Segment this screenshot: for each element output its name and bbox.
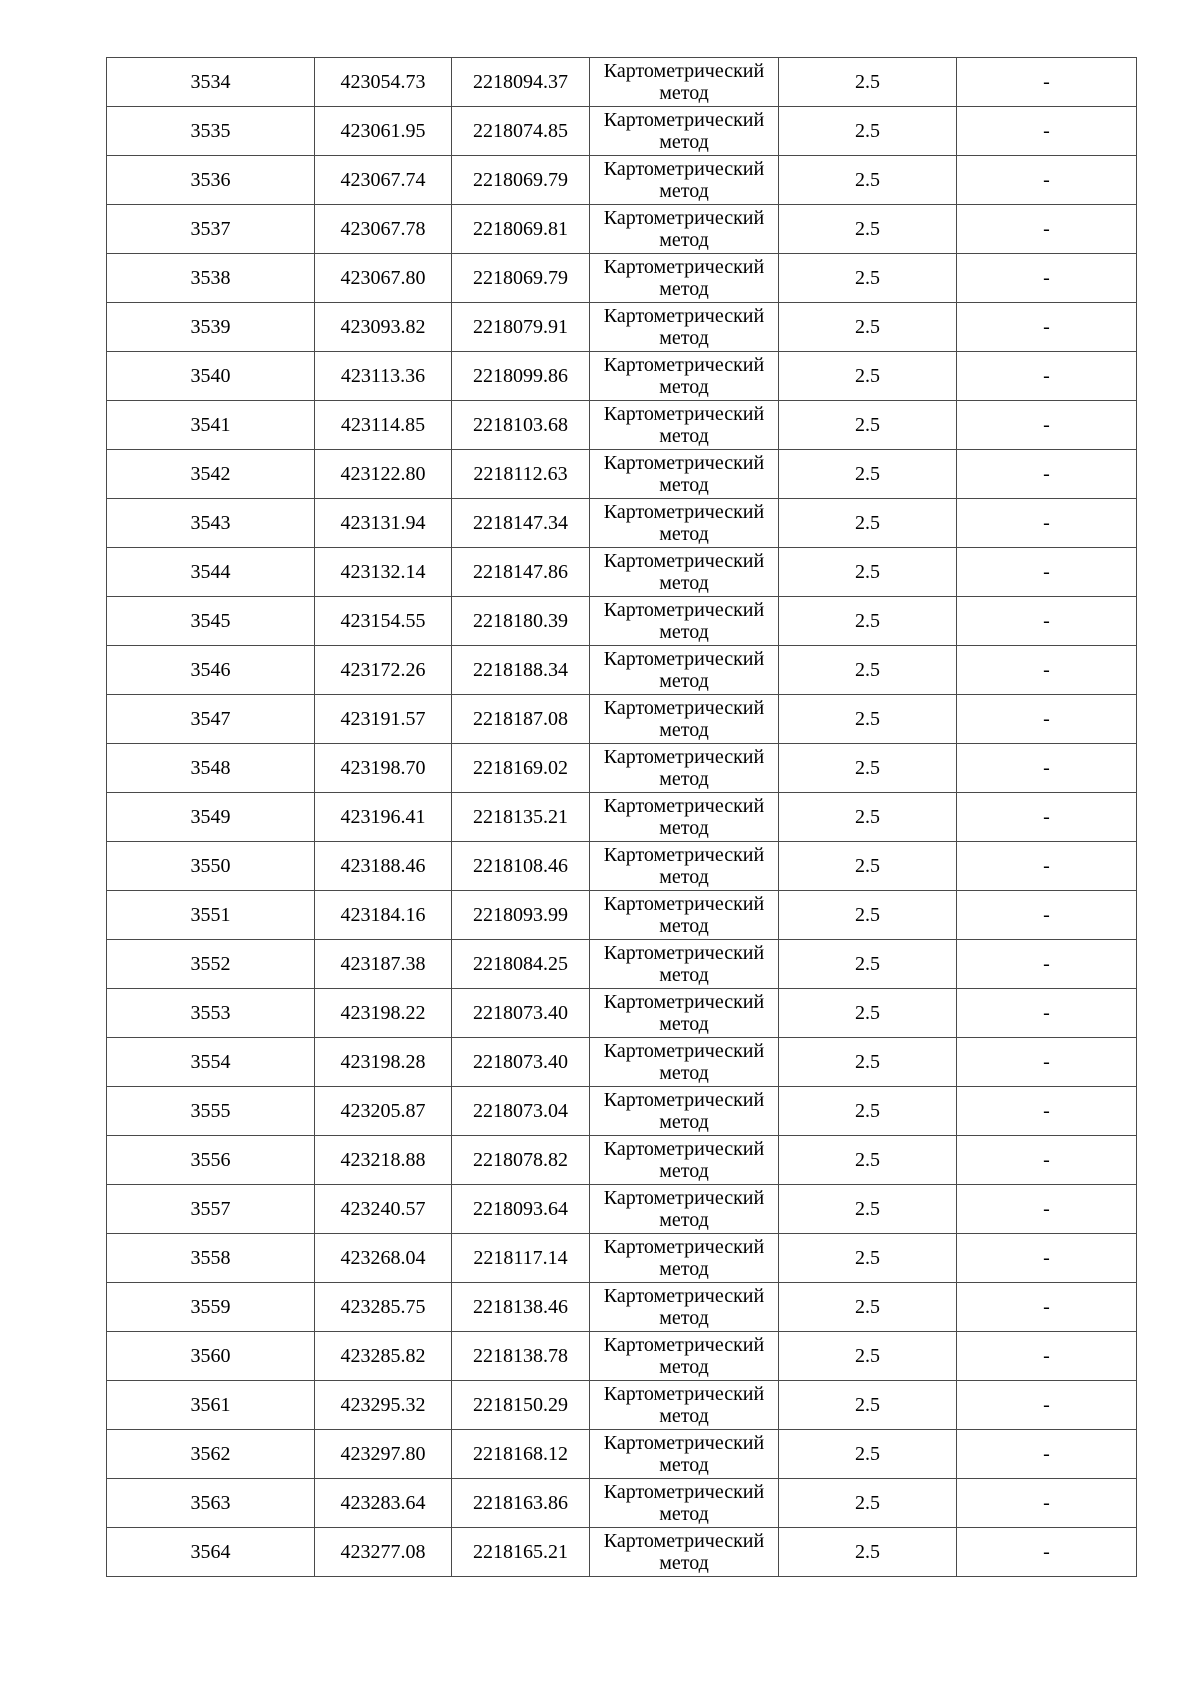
x-coordinate-cell: 423188.46 [315, 842, 452, 891]
method-cell [590, 1479, 779, 1528]
accuracy-cell: 2.5 [779, 989, 957, 1038]
table-row [107, 401, 1137, 450]
method-line-2: метод [659, 1307, 709, 1329]
method-cell [590, 842, 779, 891]
x-coordinate-cell: 423122.80 [315, 450, 452, 499]
method-cell [590, 1332, 779, 1381]
y-coordinate-cell: 2218069.81 [452, 205, 590, 254]
method-line-2: метод [659, 131, 709, 153]
method-line-1: Картометрический [603, 697, 765, 719]
x-coordinate-cell: 423283.64 [315, 1479, 452, 1528]
note-cell: - [957, 1381, 1137, 1430]
note-cell: - [957, 58, 1137, 107]
y-coordinate-cell: 2218069.79 [452, 254, 590, 303]
method-line-2: метод [659, 621, 709, 643]
x-coordinate-cell: 423067.74 [315, 156, 452, 205]
accuracy-cell: 2.5 [779, 1381, 957, 1430]
method-cell [590, 646, 779, 695]
point-number-cell: 3555 [107, 1087, 315, 1136]
table-row [107, 450, 1137, 499]
coordinates-table [106, 57, 1137, 1577]
method-line-1: Картометрический [603, 109, 765, 131]
method-cell [590, 695, 779, 744]
accuracy-cell: 2.5 [779, 401, 957, 450]
x-coordinate-cell: 423297.80 [315, 1430, 452, 1479]
point-number-cell: 3535 [107, 107, 315, 156]
table-row [107, 940, 1137, 989]
table-row [107, 1283, 1137, 1332]
point-number-cell: 3551 [107, 891, 315, 940]
method-line-2: метод [659, 1209, 709, 1231]
note-cell: - [957, 793, 1137, 842]
accuracy-cell: 2.5 [779, 597, 957, 646]
method-cell [590, 1087, 779, 1136]
table-row [107, 1087, 1137, 1136]
method-line-1: Картометрический [603, 1187, 765, 1209]
table-row [107, 107, 1137, 156]
method-line-1: Картометрический [603, 207, 765, 229]
method-line-1: Картометрический [603, 942, 765, 964]
method-line-2: метод [659, 229, 709, 251]
x-coordinate-cell: 423131.94 [315, 499, 452, 548]
method-cell [590, 156, 779, 205]
point-number-cell: 3547 [107, 695, 315, 744]
point-number-cell: 3539 [107, 303, 315, 352]
method-line-1: Картометрический [603, 599, 765, 621]
method-line-1: Картометрический [603, 403, 765, 425]
note-cell: - [957, 597, 1137, 646]
accuracy-cell: 2.5 [779, 1479, 957, 1528]
method-line-2: метод [659, 915, 709, 937]
x-coordinate-cell: 423067.80 [315, 254, 452, 303]
method-line-2: метод [659, 1160, 709, 1182]
y-coordinate-cell: 2218103.68 [452, 401, 590, 450]
note-cell: - [957, 940, 1137, 989]
method-cell [590, 793, 779, 842]
table-row [107, 1479, 1137, 1528]
x-coordinate-cell: 423191.57 [315, 695, 452, 744]
table-row [107, 891, 1137, 940]
accuracy-cell: 2.5 [779, 1087, 957, 1136]
note-cell: - [957, 1479, 1137, 1528]
note-cell: - [957, 842, 1137, 891]
accuracy-cell: 2.5 [779, 695, 957, 744]
y-coordinate-cell: 2218094.37 [452, 58, 590, 107]
point-number-cell: 3546 [107, 646, 315, 695]
method-line-1: Картометрический [603, 1236, 765, 1258]
table-row [107, 744, 1137, 793]
accuracy-cell: 2.5 [779, 940, 957, 989]
method-line-2: метод [659, 817, 709, 839]
table-row [107, 1381, 1137, 1430]
method-line-2: метод [659, 278, 709, 300]
table-row [107, 1038, 1137, 1087]
y-coordinate-cell: 2218093.99 [452, 891, 590, 940]
accuracy-cell: 2.5 [779, 352, 957, 401]
point-number-cell: 3564 [107, 1528, 315, 1577]
accuracy-cell: 2.5 [779, 156, 957, 205]
note-cell: - [957, 499, 1137, 548]
point-number-cell: 3560 [107, 1332, 315, 1381]
note-cell: - [957, 891, 1137, 940]
method-line-2: метод [659, 1552, 709, 1574]
table-row [107, 1136, 1137, 1185]
method-cell [590, 1038, 779, 1087]
method-line-2: метод [659, 1013, 709, 1035]
note-cell: - [957, 1430, 1137, 1479]
method-cell [590, 597, 779, 646]
accuracy-cell: 2.5 [779, 499, 957, 548]
method-line-1: Картометрический [603, 1089, 765, 1111]
x-coordinate-cell: 423172.26 [315, 646, 452, 695]
x-coordinate-cell: 423114.85 [315, 401, 452, 450]
method-line-2: метод [659, 474, 709, 496]
y-coordinate-cell: 2218069.79 [452, 156, 590, 205]
note-cell: - [957, 1087, 1137, 1136]
method-line-2: метод [659, 1258, 709, 1280]
method-line-2: метод [659, 866, 709, 888]
x-coordinate-cell: 423240.57 [315, 1185, 452, 1234]
y-coordinate-cell: 2218117.14 [452, 1234, 590, 1283]
method-line-2: метод [659, 425, 709, 447]
table-row [107, 205, 1137, 254]
point-number-cell: 3536 [107, 156, 315, 205]
table-row [107, 499, 1137, 548]
y-coordinate-cell: 2218135.21 [452, 793, 590, 842]
accuracy-cell: 2.5 [779, 1234, 957, 1283]
method-line-1: Картометрический [603, 648, 765, 670]
method-line-2: метод [659, 180, 709, 202]
y-coordinate-cell: 2218169.02 [452, 744, 590, 793]
point-number-cell: 3540 [107, 352, 315, 401]
table-row [107, 58, 1137, 107]
x-coordinate-cell: 423218.88 [315, 1136, 452, 1185]
method-line-1: Картометрический [603, 893, 765, 915]
note-cell: - [957, 646, 1137, 695]
point-number-cell: 3537 [107, 205, 315, 254]
method-line-1: Картометрический [603, 991, 765, 1013]
y-coordinate-cell: 2218147.34 [452, 499, 590, 548]
x-coordinate-cell: 423198.22 [315, 989, 452, 1038]
method-line-2: метод [659, 1405, 709, 1427]
method-cell [590, 1528, 779, 1577]
method-line-1: Картометрический [603, 1040, 765, 1062]
x-coordinate-cell: 423285.75 [315, 1283, 452, 1332]
method-line-1: Картометрический [603, 501, 765, 523]
table-row [107, 1528, 1137, 1577]
accuracy-cell: 2.5 [779, 58, 957, 107]
point-number-cell: 3562 [107, 1430, 315, 1479]
method-cell [590, 107, 779, 156]
note-cell: - [957, 1038, 1137, 1087]
accuracy-cell: 2.5 [779, 744, 957, 793]
y-coordinate-cell: 2218079.91 [452, 303, 590, 352]
method-line-2: метод [659, 964, 709, 986]
accuracy-cell: 2.5 [779, 1136, 957, 1185]
note-cell: - [957, 107, 1137, 156]
x-coordinate-cell: 423154.55 [315, 597, 452, 646]
y-coordinate-cell: 2218099.86 [452, 352, 590, 401]
method-line-1: Картометрический [603, 844, 765, 866]
method-line-1: Картометрический [603, 746, 765, 768]
table-row [107, 156, 1137, 205]
point-number-cell: 3552 [107, 940, 315, 989]
y-coordinate-cell: 2218180.39 [452, 597, 590, 646]
y-coordinate-cell: 2218074.85 [452, 107, 590, 156]
x-coordinate-cell: 423277.08 [315, 1528, 452, 1577]
method-cell [590, 940, 779, 989]
method-cell [590, 1283, 779, 1332]
method-line-1: Картометрический [603, 452, 765, 474]
note-cell: - [957, 156, 1137, 205]
table-row [107, 352, 1137, 401]
note-cell: - [957, 1283, 1137, 1332]
method-cell [590, 499, 779, 548]
x-coordinate-cell: 423295.32 [315, 1381, 452, 1430]
table-row [107, 695, 1137, 744]
method-line-2: метод [659, 1454, 709, 1476]
method-line-2: метод [659, 670, 709, 692]
y-coordinate-cell: 2218187.08 [452, 695, 590, 744]
x-coordinate-cell: 423198.70 [315, 744, 452, 793]
x-coordinate-cell: 423198.28 [315, 1038, 452, 1087]
method-line-1: Картометрический [603, 1432, 765, 1454]
method-line-2: метод [659, 1503, 709, 1525]
method-cell [590, 744, 779, 793]
table-row [107, 989, 1137, 1038]
method-line-1: Картометрический [603, 1383, 765, 1405]
x-coordinate-cell: 423196.41 [315, 793, 452, 842]
method-cell [590, 352, 779, 401]
note-cell: - [957, 1234, 1137, 1283]
method-cell [590, 1430, 779, 1479]
note-cell: - [957, 1332, 1137, 1381]
method-cell [590, 254, 779, 303]
point-number-cell: 3538 [107, 254, 315, 303]
accuracy-cell: 2.5 [779, 646, 957, 695]
method-line-2: метод [659, 719, 709, 741]
method-line-1: Картометрический [603, 354, 765, 376]
method-line-1: Картометрический [603, 305, 765, 327]
table-row [107, 303, 1137, 352]
method-cell [590, 58, 779, 107]
x-coordinate-cell: 423187.38 [315, 940, 452, 989]
note-cell: - [957, 1185, 1137, 1234]
x-coordinate-cell: 423061.95 [315, 107, 452, 156]
table-row [107, 1234, 1137, 1283]
y-coordinate-cell: 2218138.46 [452, 1283, 590, 1332]
method-line-2: метод [659, 1356, 709, 1378]
point-number-cell: 3548 [107, 744, 315, 793]
y-coordinate-cell: 2218108.46 [452, 842, 590, 891]
accuracy-cell: 2.5 [779, 1038, 957, 1087]
point-number-cell: 3554 [107, 1038, 315, 1087]
method-cell [590, 205, 779, 254]
y-coordinate-cell: 2218150.29 [452, 1381, 590, 1430]
method-line-1: Картометрический [603, 256, 765, 278]
method-line-2: метод [659, 768, 709, 790]
method-line-1: Картометрический [603, 1285, 765, 1307]
accuracy-cell: 2.5 [779, 205, 957, 254]
accuracy-cell: 2.5 [779, 793, 957, 842]
table-row [107, 1332, 1137, 1381]
table-row [107, 842, 1137, 891]
x-coordinate-cell: 423067.78 [315, 205, 452, 254]
method-cell [590, 548, 779, 597]
x-coordinate-cell: 423132.14 [315, 548, 452, 597]
method-cell [590, 303, 779, 352]
y-coordinate-cell: 2218112.63 [452, 450, 590, 499]
method-line-1: Картометрический [603, 60, 765, 82]
accuracy-cell: 2.5 [779, 1283, 957, 1332]
y-coordinate-cell: 2218073.04 [452, 1087, 590, 1136]
y-coordinate-cell: 2218093.64 [452, 1185, 590, 1234]
method-cell [590, 401, 779, 450]
y-coordinate-cell: 2218138.78 [452, 1332, 590, 1381]
method-line-1: Картометрический [603, 158, 765, 180]
method-line-2: метод [659, 523, 709, 545]
point-number-cell: 3544 [107, 548, 315, 597]
method-cell [590, 1381, 779, 1430]
method-line-2: метод [659, 1062, 709, 1084]
point-number-cell: 3563 [107, 1479, 315, 1528]
method-line-1: Картометрический [603, 1481, 765, 1503]
accuracy-cell: 2.5 [779, 107, 957, 156]
y-coordinate-cell: 2218163.86 [452, 1479, 590, 1528]
method-cell [590, 1136, 779, 1185]
point-number-cell: 3561 [107, 1381, 315, 1430]
method-line-1: Картометрический [603, 1334, 765, 1356]
accuracy-cell: 2.5 [779, 548, 957, 597]
note-cell: - [957, 744, 1137, 793]
y-coordinate-cell: 2218147.86 [452, 548, 590, 597]
point-number-cell: 3553 [107, 989, 315, 1038]
accuracy-cell: 2.5 [779, 254, 957, 303]
point-number-cell: 3541 [107, 401, 315, 450]
x-coordinate-cell: 423093.82 [315, 303, 452, 352]
note-cell: - [957, 548, 1137, 597]
method-cell [590, 989, 779, 1038]
method-line-1: Картометрический [603, 1530, 765, 1552]
point-number-cell: 3543 [107, 499, 315, 548]
table-row [107, 548, 1137, 597]
table-row [107, 646, 1137, 695]
table-row [107, 1430, 1137, 1479]
accuracy-cell: 2.5 [779, 1185, 957, 1234]
method-line-1: Картометрический [603, 1138, 765, 1160]
y-coordinate-cell: 2218165.21 [452, 1528, 590, 1577]
note-cell: - [957, 989, 1137, 1038]
note-cell: - [957, 303, 1137, 352]
method-line-2: метод [659, 1111, 709, 1133]
method-line-1: Картометрический [603, 795, 765, 817]
method-line-2: метод [659, 376, 709, 398]
x-coordinate-cell: 423184.16 [315, 891, 452, 940]
accuracy-cell: 2.5 [779, 1430, 957, 1479]
point-number-cell: 3559 [107, 1283, 315, 1332]
x-coordinate-cell: 423054.73 [315, 58, 452, 107]
point-number-cell: 3534 [107, 58, 315, 107]
accuracy-cell: 2.5 [779, 842, 957, 891]
note-cell: - [957, 352, 1137, 401]
accuracy-cell: 2.5 [779, 1528, 957, 1577]
note-cell: - [957, 1136, 1137, 1185]
x-coordinate-cell: 423205.87 [315, 1087, 452, 1136]
y-coordinate-cell: 2218168.12 [452, 1430, 590, 1479]
method-cell [590, 1234, 779, 1283]
accuracy-cell: 2.5 [779, 1332, 957, 1381]
method-cell [590, 1185, 779, 1234]
table-row [107, 793, 1137, 842]
y-coordinate-cell: 2218084.25 [452, 940, 590, 989]
point-number-cell: 3545 [107, 597, 315, 646]
table-row [107, 597, 1137, 646]
y-coordinate-cell: 2218073.40 [452, 989, 590, 1038]
y-coordinate-cell: 2218073.40 [452, 1038, 590, 1087]
method-cell [590, 450, 779, 499]
note-cell: - [957, 205, 1137, 254]
method-line-2: метод [659, 82, 709, 104]
y-coordinate-cell: 2218188.34 [452, 646, 590, 695]
point-number-cell: 3557 [107, 1185, 315, 1234]
note-cell: - [957, 1528, 1137, 1577]
point-number-cell: 3549 [107, 793, 315, 842]
table-row [107, 254, 1137, 303]
point-number-cell: 3550 [107, 842, 315, 891]
point-number-cell: 3542 [107, 450, 315, 499]
x-coordinate-cell: 423268.04 [315, 1234, 452, 1283]
note-cell: - [957, 450, 1137, 499]
coordinates-table-body [107, 58, 1137, 1577]
accuracy-cell: 2.5 [779, 891, 957, 940]
method-line-1: Картометрический [603, 550, 765, 572]
note-cell: - [957, 401, 1137, 450]
point-number-cell: 3556 [107, 1136, 315, 1185]
y-coordinate-cell: 2218078.82 [452, 1136, 590, 1185]
x-coordinate-cell: 423285.82 [315, 1332, 452, 1381]
method-cell [590, 891, 779, 940]
accuracy-cell: 2.5 [779, 450, 957, 499]
note-cell: - [957, 254, 1137, 303]
method-line-2: метод [659, 572, 709, 594]
accuracy-cell: 2.5 [779, 303, 957, 352]
x-coordinate-cell: 423113.36 [315, 352, 452, 401]
point-number-cell: 3558 [107, 1234, 315, 1283]
note-cell: - [957, 695, 1137, 744]
method-line-2: метод [659, 327, 709, 349]
table-row [107, 1185, 1137, 1234]
